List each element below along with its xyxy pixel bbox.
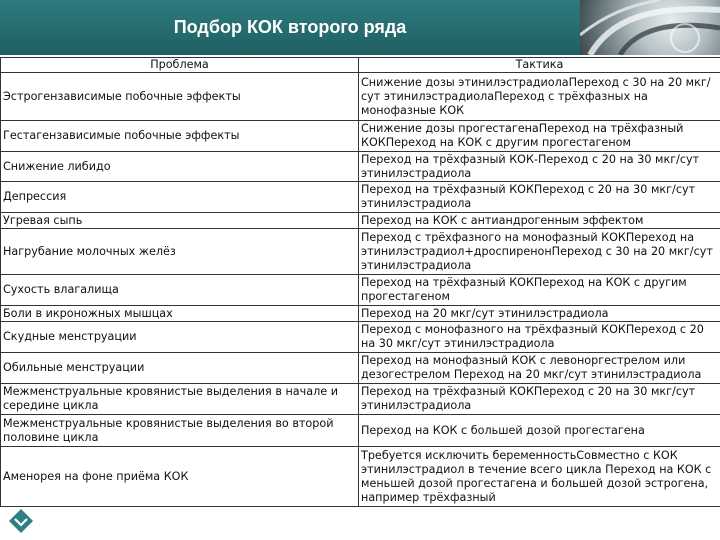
problem-cell: Аменорея на фоне приёма КОК bbox=[1, 447, 359, 507]
slide-title: Подбор КОК второго ряда bbox=[0, 0, 580, 55]
tactic-cell: Переход с монофазного на трёхфазный КОКПереход с 20 на 30 мкг/сут этинилэстрадиола bbox=[359, 322, 720, 353]
column-header-tactic: Тактика bbox=[359, 58, 720, 73]
table-row bbox=[1, 73, 720, 121]
tactic-cell: Снижение дозы этинилэстрадиолаПереход с 30 на 20 мкг/сут этинилэстрадиолаПереход с трёхфазных на монофазные КОК bbox=[359, 73, 720, 121]
problem-cell: Скудные менструации bbox=[1, 322, 359, 353]
tactic-cell: Переход на трёхфазный КОКПереход с 20 на 30 мкг/сут этинилэстрадиола bbox=[359, 182, 720, 213]
tactic-cell: Переход на КОК с большей дозой прогестагена bbox=[359, 415, 720, 447]
chrome-swirl-graphic bbox=[580, 0, 720, 55]
table-row bbox=[1, 121, 720, 152]
table-row bbox=[1, 182, 720, 213]
problem-cell: Обильные менструации bbox=[1, 353, 359, 384]
tactic-cell: Переход на трёхфазный КОКПереход с 20 на 30 мкг/сут этинилэстрадиола bbox=[359, 384, 720, 415]
tactic-cell: Переход с трёхфазного на монофазный КОКПереход на этинилэстрадиол+дроспиренонПереход с 30 на 20 мкг/сут этинилэстрадиола bbox=[359, 229, 720, 275]
table-row bbox=[1, 229, 720, 275]
problem-cell: Гестагензависимые побочные эффекты bbox=[1, 121, 359, 152]
tactic-cell: Переход на 20 мкг/сут этинилэстрадиола bbox=[359, 306, 720, 322]
problem-cell: Эстрогензависимые побочные эффекты bbox=[1, 73, 359, 121]
tactic-cell: Переход на монофазный КОК с левоноргестрелом или дезогестрелом Переход на 20 мкг/сут этинилэстрадиола bbox=[359, 353, 720, 384]
tactic-cell: Требуется исключить беременностьСовместно с КОК этинилэстрадиол в течение всего цикла Переход на КОК с меньшей дозой прогестагена и большей дозой эстрогена, например трёхфазный bbox=[359, 447, 720, 507]
tactics-table bbox=[0, 57, 720, 507]
slide-header bbox=[0, 0, 720, 55]
problem-cell: Межменструальные кровянистые выделения во второй половине цикла bbox=[1, 415, 359, 447]
problem-cell: Снижение либидо bbox=[1, 152, 359, 182]
problem-cell: Нагрубание молочных желёз bbox=[1, 229, 359, 275]
problem-cell: Боли в икроножных мышцах bbox=[1, 306, 359, 322]
table-row bbox=[1, 306, 720, 322]
table-row bbox=[1, 322, 720, 353]
tactic-cell: Переход на КОК с антиандрогенным эффектом bbox=[359, 213, 720, 229]
problem-cell: Сухость влагалища bbox=[1, 275, 359, 306]
column-header-problem: Проблема bbox=[1, 58, 359, 73]
table-row bbox=[1, 415, 720, 447]
problem-cell: Депрессия bbox=[1, 182, 359, 213]
tactic-cell: Переход на трёхфазный КОК-Переход с 20 на 30 мкг/сут этинилэстрадиола bbox=[359, 152, 720, 182]
table-row bbox=[1, 152, 720, 182]
table-row bbox=[1, 275, 720, 306]
table-row bbox=[1, 353, 720, 384]
problem-cell: Межменструальные кровянистые выделения в начале и середине цикла bbox=[1, 384, 359, 415]
diamond-logo-icon bbox=[8, 508, 34, 534]
tactic-cell: Переход на трёхфазный КОКПереход на КОК с другим прогестагеном bbox=[359, 275, 720, 306]
table-row bbox=[1, 447, 720, 507]
tactic-cell: Снижение дозы прогестагенаПереход на трёхфазный КОКПереход на КОК с другим прогестагеном bbox=[359, 121, 720, 152]
table-row bbox=[1, 384, 720, 415]
problem-cell: Угревая сыпь bbox=[1, 213, 359, 229]
table-header-row bbox=[1, 58, 720, 73]
table-row bbox=[1, 213, 720, 229]
